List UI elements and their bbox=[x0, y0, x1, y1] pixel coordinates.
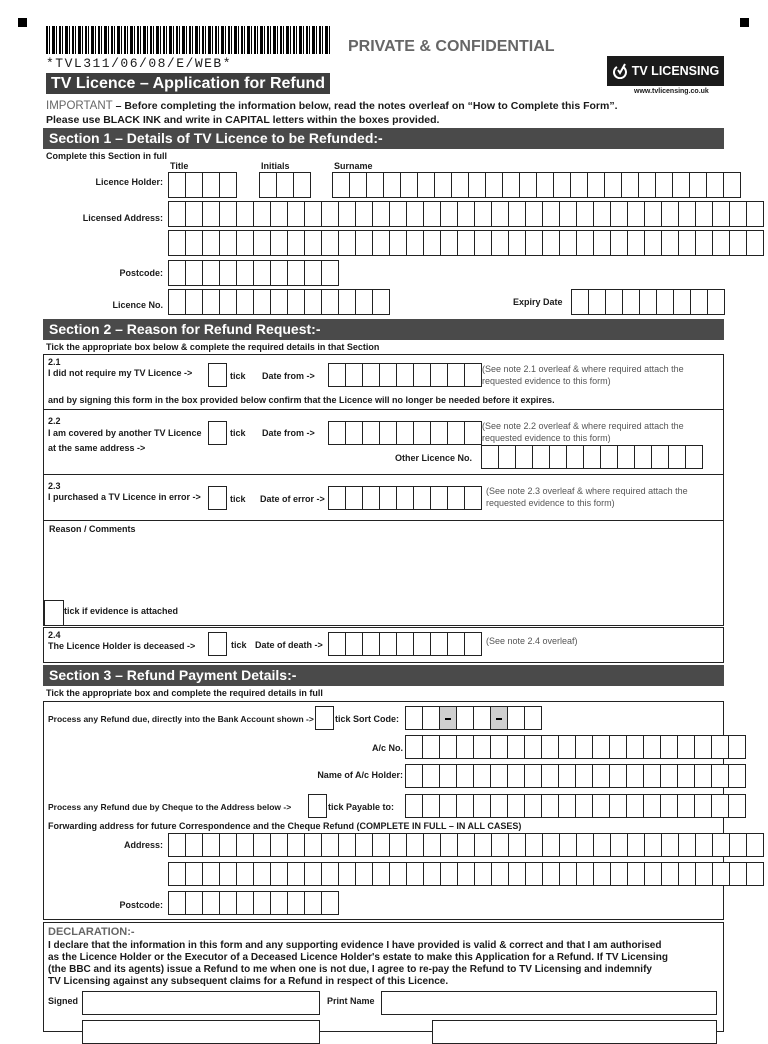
forwarding-address-line1-boxes[interactable] bbox=[169, 833, 764, 857]
date-of-error-boxes[interactable] bbox=[329, 486, 482, 510]
reason-2-3-note-line1: (See note 2.3 overleaf & where required attach the bbox=[486, 486, 688, 496]
website-url[interactable]: www.tvlicensing.co.uk bbox=[634, 88, 709, 95]
forwarding-address-text: Forwarding address for future Correspondence and the Cheque Refund (COMPLETE IN FULL – IN ALL CASES) bbox=[48, 821, 522, 831]
surname-boxes[interactable] bbox=[333, 172, 741, 198]
reason-2-4-label bbox=[48, 630, 195, 652]
reason-2-4-note: (See note 2.4 overleaf) bbox=[486, 636, 578, 646]
postcode-label: Postcode: bbox=[119, 268, 163, 278]
licensed-address-label: Licensed Address: bbox=[82, 213, 163, 223]
address-label: Address: bbox=[123, 840, 163, 850]
title-boxes[interactable] bbox=[169, 172, 237, 198]
address-line2-boxes[interactable] bbox=[169, 230, 764, 256]
declaration-line1: I declare that the information in this form and any supporting evidence I have provided is valid & correct and that I am authorised bbox=[48, 940, 662, 951]
forwarding-postcode-label: Postcode: bbox=[119, 900, 163, 910]
reason-2-4-tick-label: tick bbox=[231, 640, 247, 650]
reason-2-2-date-from-label: Date from -> bbox=[262, 428, 315, 438]
col-surname: Surname bbox=[334, 161, 373, 171]
forwarding-postcode-boxes[interactable] bbox=[169, 891, 339, 915]
reason-2-2-text1: I am covered by another TV Licence bbox=[48, 428, 202, 438]
reason-2-1-num: 2.1 bbox=[48, 357, 61, 367]
signed-label: Signed bbox=[48, 996, 79, 1006]
ac-holder-boxes[interactable] bbox=[406, 764, 746, 788]
expiry-date-boxes[interactable] bbox=[572, 289, 725, 315]
reason-2-4-tickbox[interactable] bbox=[208, 632, 227, 656]
reason-2-3-num: 2.3 bbox=[48, 481, 61, 491]
reason-2-1-date-from-label: Date from -> bbox=[262, 371, 315, 381]
ac-no-boxes[interactable] bbox=[406, 735, 746, 759]
registration-mark-left bbox=[18, 18, 27, 27]
reason-2-2-date-boxes[interactable] bbox=[329, 421, 482, 445]
reason-2-1-date-boxes[interactable] bbox=[329, 363, 482, 387]
reason-2-1-text: I did not require my TV Licence -> bbox=[48, 368, 193, 378]
date-of-death-boxes[interactable] bbox=[329, 632, 482, 656]
initials-boxes[interactable] bbox=[260, 172, 311, 198]
bank-option-text: Process any Refund due, directly into the Bank Account shown -> bbox=[48, 714, 314, 724]
reason-2-2-tick-label: tick bbox=[230, 428, 246, 438]
reason-2-4-num: 2.4 bbox=[48, 630, 61, 640]
date-of-error-label: Date of error -> bbox=[260, 494, 325, 504]
reason-2-1-tickbox[interactable] bbox=[208, 363, 227, 387]
sort-code-boxes[interactable] bbox=[406, 706, 542, 730]
reason-2-1-note bbox=[482, 363, 684, 387]
reason-2-4-text: The Licence Holder is deceased -> bbox=[48, 641, 196, 651]
intro-text bbox=[46, 99, 618, 127]
tv-licensing-logo bbox=[607, 56, 724, 86]
reason-2-1-note-line2: requested evidence to this form) bbox=[482, 376, 611, 386]
other-licence-label: Other Licence No. bbox=[395, 453, 473, 463]
postcode-boxes[interactable] bbox=[169, 260, 339, 286]
cheque-option-tickbox[interactable] bbox=[308, 794, 327, 818]
reason-2-1-tick-label: tick bbox=[230, 371, 246, 381]
col-initials: Initials bbox=[261, 161, 290, 171]
reason-2-3-label bbox=[48, 481, 201, 503]
declaration-title: DECLARATION:- bbox=[48, 926, 135, 938]
cheque-option-text: Process any Refund due by Cheque to the Address below -> bbox=[48, 802, 292, 812]
reason-2-3-tickbox[interactable] bbox=[208, 486, 227, 510]
ac-no-label: A/c No. bbox=[371, 743, 403, 753]
registration-mark-right bbox=[740, 18, 749, 27]
date-of-death-label: Date of death -> bbox=[255, 640, 323, 650]
confidential-label: PRIVATE & CONFIDENTIAL bbox=[348, 38, 555, 55]
evidence-tickbox[interactable] bbox=[44, 600, 64, 626]
barcode-text: *TVL311/06/08/E/WEB* bbox=[46, 56, 233, 71]
payable-to-label: tick Payable to: bbox=[328, 802, 395, 812]
print-name-field[interactable] bbox=[381, 991, 717, 1015]
evidence-tick-label: tick if evidence is attached bbox=[64, 606, 179, 616]
barcode bbox=[46, 26, 332, 54]
ink-note: Please use BLACK INK and write in CAPITAL letters within the boxes provided. bbox=[46, 114, 440, 126]
licence-no-label: Licence No. bbox=[112, 300, 163, 310]
declaration-text bbox=[48, 940, 668, 988]
reason-2-2-text2: at the same address -> bbox=[48, 443, 146, 453]
important-label: IMPORTANT bbox=[46, 100, 113, 112]
section3-instruction: Tick the appropriate box and complete the required details in full bbox=[46, 688, 323, 698]
declaration-line4: TV Licensing against any subsequent claims for a Refund in respect of this Licence. bbox=[48, 976, 449, 987]
section2-instruction: Tick the appropriate box below & complete the required details in that Section bbox=[46, 342, 380, 352]
reason-2-1-confirm: and by signing this form in the box provided below confirm that the Licence will no longer be needed before it expires. bbox=[48, 395, 555, 405]
section3-title: Section 3 – Refund Payment Details:- bbox=[43, 665, 724, 686]
logo-text: TV LICENSING bbox=[631, 64, 720, 78]
expiry-date-label: Expiry Date bbox=[513, 297, 563, 307]
reason-2-1-label bbox=[48, 357, 192, 379]
ac-holder-label: Name of A/c Holder: bbox=[317, 770, 403, 780]
reason-2-3-note bbox=[486, 485, 688, 509]
reason-2-2-note-line1: (See note 2.2 overleaf & where required attach the bbox=[482, 421, 684, 431]
declaration-line2: as the Licence Holder or the Executor of a Deceased Licence Holder's estate to make this Application for a Refund. If TV Licensing bbox=[48, 952, 668, 963]
bank-option-tickbox[interactable] bbox=[315, 706, 334, 730]
reason-2-2-note-line2: requested evidence to this form) bbox=[482, 433, 611, 443]
other-licence-boxes[interactable] bbox=[482, 445, 703, 469]
forwarding-address-line2-boxes[interactable] bbox=[169, 862, 764, 886]
important-text: – Before completing the information below, read the notes overleaf on “How to Complete this Form”. bbox=[112, 100, 618, 112]
reason-2-2-note bbox=[482, 420, 684, 444]
reason-2-3-text: I purchased a TV Licence in error -> bbox=[48, 492, 201, 502]
sort-code-label: tick Sort Code: bbox=[335, 714, 400, 724]
section1-instruction: Complete this Section in full bbox=[46, 151, 168, 161]
power-tick-icon bbox=[612, 63, 628, 79]
print-name-label: Print Name bbox=[327, 996, 375, 1006]
reason-2-2-tickbox[interactable] bbox=[208, 421, 227, 445]
reason-2-1-note-line1: (See note 2.1 overleaf & where required attach the bbox=[482, 364, 684, 374]
signature-field[interactable] bbox=[82, 991, 320, 1015]
form-title: TV Licence – Application for Refund bbox=[46, 73, 330, 94]
licence-no-boxes[interactable] bbox=[169, 289, 390, 315]
declaration-line3: (the BBC and its agents) issue a Refund to me when one is not due, I agree to re-pay the Refund to TV Licensing and indemnify bbox=[48, 964, 652, 975]
licence-holder-label: Licence Holder: bbox=[95, 177, 163, 187]
reason-2-3-tick-label: tick bbox=[230, 494, 246, 504]
address-line1-boxes[interactable] bbox=[169, 201, 764, 227]
payable-to-boxes[interactable] bbox=[406, 794, 746, 818]
reason-comments-label: Reason / Comments bbox=[49, 524, 136, 534]
col-title: Title bbox=[170, 161, 189, 171]
reason-2-2-num: 2.2 bbox=[48, 416, 61, 426]
section1-title: Section 1 – Details of TV Licence to be Refunded:- bbox=[43, 128, 724, 149]
section2-title: Section 2 – Reason for Refund Request:- bbox=[43, 319, 724, 340]
reason-2-3-note-line2: requested evidence to this form) bbox=[486, 498, 615, 508]
